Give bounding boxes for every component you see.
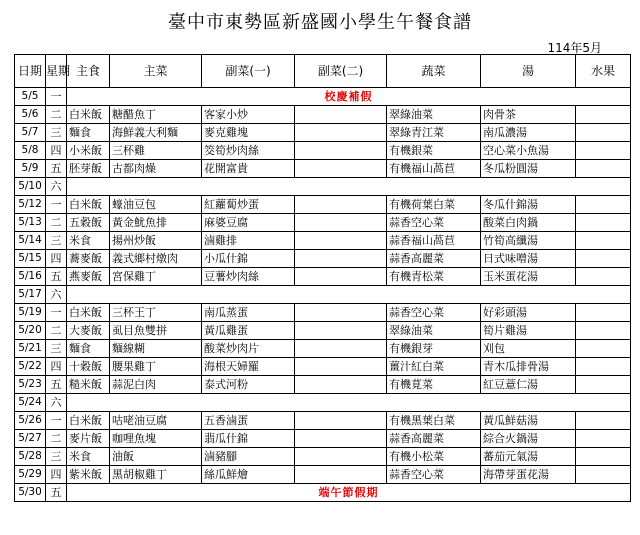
side-dish-2-cell <box>295 376 387 394</box>
weekday-cell: 六 <box>46 394 67 412</box>
side-dish-2-cell <box>295 142 387 160</box>
staple-cell: 麥片飯 <box>67 430 110 448</box>
holiday-banner: 校慶補假 <box>67 88 631 106</box>
table-row <box>15 448 631 466</box>
side-dish-1-cell: 豆薯炒肉絲 <box>202 268 295 286</box>
main-dish-cell: 古都肉燥 <box>110 160 202 178</box>
staple-cell: 蕎麥飯 <box>67 250 110 268</box>
header-vegetable: 蔬菜 <box>387 55 481 88</box>
side-dish-1-cell: 麥克雞塊 <box>202 124 295 142</box>
vegetable-cell: 薑汁紅白菜 <box>387 358 481 376</box>
weekday-cell: 四 <box>46 250 67 268</box>
date-cell: 5/6 <box>15 106 46 124</box>
fruit-cell <box>576 106 631 124</box>
table-row <box>15 484 631 502</box>
weekday-cell: 二 <box>46 106 67 124</box>
weekday-cell: 四 <box>46 466 67 484</box>
vegetable-cell: 翠綠青江菜 <box>387 124 481 142</box>
side-dish-1-cell: 翡瓜什錦 <box>202 430 295 448</box>
vegetable-cell: 蒜香高麗菜 <box>387 430 481 448</box>
side-dish-2-cell <box>295 250 387 268</box>
soup-cell: 玉米蛋花湯 <box>481 268 576 286</box>
side-dish-2-cell <box>295 268 387 286</box>
vegetable-cell: 有機黑葉白菜 <box>387 412 481 430</box>
vegetable-cell: 有機小松菜 <box>387 448 481 466</box>
table-row <box>15 412 631 430</box>
table-row <box>15 286 631 304</box>
vegetable-cell: 蒜香空心菜 <box>387 304 481 322</box>
table-row <box>15 214 631 232</box>
weekday-cell: 三 <box>46 340 67 358</box>
date-cell: 5/13 <box>15 214 46 232</box>
date-cell: 5/10 <box>15 178 46 196</box>
soup-cell: 南瓜濃湯 <box>481 124 576 142</box>
fruit-cell <box>576 232 631 250</box>
staple-cell: 麵食 <box>67 124 110 142</box>
main-dish-cell: 黃金魷魚排 <box>110 214 202 232</box>
fruit-cell <box>576 340 631 358</box>
side-dish-2-cell <box>295 412 387 430</box>
header-side-dish-1: 副菜(一) <box>202 55 295 88</box>
soup-cell: 青木瓜排骨湯 <box>481 358 576 376</box>
soup-cell: 好彩頭湯 <box>481 304 576 322</box>
side-dish-2-cell <box>295 340 387 358</box>
side-dish-1-cell: 滷雞排 <box>202 232 295 250</box>
table-row <box>15 376 631 394</box>
fruit-cell <box>576 376 631 394</box>
date-cell: 5/16 <box>15 268 46 286</box>
weekday-cell: 三 <box>46 124 67 142</box>
date-cell: 5/24 <box>15 394 46 412</box>
side-dish-2-cell <box>295 214 387 232</box>
weekday-cell: 四 <box>46 142 67 160</box>
date-cell: 5/12 <box>15 196 46 214</box>
side-dish-1-cell: 絲瓜鮮燴 <box>202 466 295 484</box>
side-dish-1-cell: 筊筍炒肉絲 <box>202 142 295 160</box>
weekday-cell: 六 <box>46 286 67 304</box>
fruit-cell <box>576 142 631 160</box>
side-dish-1-cell: 南瓜蒸蛋 <box>202 304 295 322</box>
soup-cell: 肉骨茶 <box>481 106 576 124</box>
empty-day-cell <box>67 178 631 196</box>
weekday-cell: 一 <box>46 304 67 322</box>
vegetable-cell: 翠綠油菜 <box>387 106 481 124</box>
staple-cell: 米食 <box>67 232 110 250</box>
side-dish-1-cell: 酸菜炒肉片 <box>202 340 295 358</box>
weekday-cell: 三 <box>46 448 67 466</box>
soup-cell: 冬瓜粉圓湯 <box>481 160 576 178</box>
weekday-cell: 二 <box>46 214 67 232</box>
table-row <box>15 358 631 376</box>
weekday-cell: 四 <box>46 358 67 376</box>
main-dish-cell: 咕咾油豆腐 <box>110 412 202 430</box>
staple-cell: 白米飯 <box>67 412 110 430</box>
date-cell: 5/17 <box>15 286 46 304</box>
side-dish-2-cell <box>295 232 387 250</box>
fruit-cell <box>576 160 631 178</box>
main-dish-cell: 蠔油豆包 <box>110 196 202 214</box>
fruit-cell <box>576 214 631 232</box>
side-dish-2-cell <box>295 466 387 484</box>
header-soup: 湯 <box>481 55 576 88</box>
weekday-cell: 三 <box>46 232 67 250</box>
side-dish-2-cell <box>295 448 387 466</box>
weekday-cell: 五 <box>46 484 67 502</box>
table-row <box>15 466 631 484</box>
date-cell: 5/20 <box>15 322 46 340</box>
fruit-cell <box>576 196 631 214</box>
main-dish-cell: 海鮮義大利麵 <box>110 124 202 142</box>
holiday-banner: 端午節假期 <box>67 484 631 502</box>
date-cell: 5/7 <box>15 124 46 142</box>
date-cell: 5/27 <box>15 430 46 448</box>
date-cell: 5/28 <box>15 448 46 466</box>
main-dish-cell: 黑胡椒雞丁 <box>110 466 202 484</box>
soup-cell: 蕃茄元氣湯 <box>481 448 576 466</box>
weekday-cell: 一 <box>46 196 67 214</box>
main-dish-cell: 糖醋魚丁 <box>110 106 202 124</box>
staple-cell: 麵食 <box>67 340 110 358</box>
fruit-cell <box>576 304 631 322</box>
side-dish-1-cell: 海根天婦羅 <box>202 358 295 376</box>
table-row <box>15 232 631 250</box>
date-cell: 5/23 <box>15 376 46 394</box>
side-dish-1-cell: 客家小炒 <box>202 106 295 124</box>
staple-cell: 白米飯 <box>67 106 110 124</box>
staple-cell: 糙米飯 <box>67 376 110 394</box>
table-row <box>15 340 631 358</box>
weekday-cell: 五 <box>46 268 67 286</box>
side-dish-2-cell <box>295 196 387 214</box>
side-dish-1-cell: 紅蘿蔔炒蛋 <box>202 196 295 214</box>
vegetable-cell: 蒜香福山萵苣 <box>387 232 481 250</box>
table-row <box>15 88 631 106</box>
soup-cell: 海帶芽蛋花湯 <box>481 466 576 484</box>
staple-cell: 胚芽飯 <box>67 160 110 178</box>
side-dish-1-cell: 泰式河粉 <box>202 376 295 394</box>
header-row <box>15 55 631 88</box>
fruit-cell <box>576 250 631 268</box>
staple-cell: 十穀飯 <box>67 358 110 376</box>
table-row <box>15 178 631 196</box>
fruit-cell <box>576 412 631 430</box>
fruit-cell <box>576 466 631 484</box>
vegetable-cell: 蒜香空心菜 <box>387 466 481 484</box>
soup-cell: 空心菜小魚湯 <box>481 142 576 160</box>
date-cell: 5/26 <box>15 412 46 430</box>
vegetable-cell: 有機莧菜 <box>387 376 481 394</box>
weekday-cell: 一 <box>46 88 67 106</box>
vegetable-cell: 有機銀菜 <box>387 142 481 160</box>
empty-day-cell <box>67 394 631 412</box>
staple-cell: 白米飯 <box>67 196 110 214</box>
table-row <box>15 250 631 268</box>
main-dish-cell: 三杯雞 <box>110 142 202 160</box>
date-cell: 5/22 <box>15 358 46 376</box>
weekday-cell: 五 <box>46 376 67 394</box>
side-dish-2-cell <box>295 124 387 142</box>
table-row <box>15 394 631 412</box>
side-dish-1-cell: 麻婆豆腐 <box>202 214 295 232</box>
vegetable-cell: 蒜香高麗菜 <box>387 250 481 268</box>
table-row <box>15 268 631 286</box>
main-dish-cell: 蒜泥白肉 <box>110 376 202 394</box>
staple-cell: 小米飯 <box>67 142 110 160</box>
vegetable-cell: 蒜香空心菜 <box>387 214 481 232</box>
date-cell: 5/8 <box>15 142 46 160</box>
date-cell: 5/29 <box>15 466 46 484</box>
main-dish-cell: 咖哩魚塊 <box>110 430 202 448</box>
main-dish-cell: 虱目魚雙拼 <box>110 322 202 340</box>
soup-cell: 刈包 <box>481 340 576 358</box>
date-cell: 5/14 <box>15 232 46 250</box>
side-dish-2-cell <box>295 358 387 376</box>
document-title: 臺中市東勢區新盛國小學生午餐食譜 <box>168 12 472 33</box>
main-dish-cell: 三杯王丁 <box>110 304 202 322</box>
soup-cell: 紅豆薏仁湯 <box>481 376 576 394</box>
fruit-cell <box>576 322 631 340</box>
date-label: 114年5月 <box>547 41 602 55</box>
header-date: 日期 <box>15 55 46 88</box>
date-cell: 5/30 <box>15 484 46 502</box>
table-row <box>15 106 631 124</box>
table-row <box>15 430 631 448</box>
soup-cell: 日式味噌湯 <box>481 250 576 268</box>
weekday-cell: 一 <box>46 412 67 430</box>
soup-cell: 竹筍高纖湯 <box>481 232 576 250</box>
side-dish-1-cell: 花開富貴 <box>202 160 295 178</box>
staple-cell: 白米飯 <box>67 304 110 322</box>
header-main-dish: 主菜 <box>110 55 202 88</box>
header-side-dish-2: 副菜(二) <box>295 55 387 88</box>
vegetable-cell: 有機荷葉白菜 <box>387 196 481 214</box>
table-row <box>15 196 631 214</box>
side-dish-2-cell <box>295 304 387 322</box>
weekday-cell: 五 <box>46 160 67 178</box>
table-row <box>15 322 631 340</box>
staple-cell: 米食 <box>67 448 110 466</box>
soup-cell: 黃瓜鮮菇湯 <box>481 412 576 430</box>
date-cell: 5/19 <box>15 304 46 322</box>
weekday-cell: 二 <box>46 322 67 340</box>
date-cell: 5/9 <box>15 160 46 178</box>
weekday-cell: 二 <box>46 430 67 448</box>
table-row <box>15 304 631 322</box>
fruit-cell <box>576 430 631 448</box>
header-staple: 主食 <box>67 55 110 88</box>
fruit-cell <box>576 268 631 286</box>
staple-cell: 大麥飯 <box>67 322 110 340</box>
table-row <box>15 160 631 178</box>
side-dish-2-cell <box>295 106 387 124</box>
side-dish-1-cell: 小瓜什錦 <box>202 250 295 268</box>
date-cell: 5/5 <box>15 88 46 106</box>
main-dish-cell: 腰果雞丁 <box>110 358 202 376</box>
table-row <box>15 124 631 142</box>
staple-cell: 燕麥飯 <box>67 268 110 286</box>
vegetable-cell: 有機銀芽 <box>387 340 481 358</box>
main-dish-cell: 宮保雞丁 <box>110 268 202 286</box>
date-cell: 5/15 <box>15 250 46 268</box>
main-dish-cell: 油飯 <box>110 448 202 466</box>
side-dish-1-cell: 五香滷蛋 <box>202 412 295 430</box>
date-cell: 5/21 <box>15 340 46 358</box>
staple-cell: 五穀飯 <box>67 214 110 232</box>
table-row <box>15 142 631 160</box>
side-dish-1-cell: 黃瓜雞蛋 <box>202 322 295 340</box>
staple-cell: 紫米飯 <box>67 466 110 484</box>
header-fruit: 水果 <box>576 55 631 88</box>
main-dish-cell: 揚州炒飯 <box>110 232 202 250</box>
side-dish-2-cell <box>295 430 387 448</box>
main-dish-cell: 麵線糊 <box>110 340 202 358</box>
side-dish-1-cell: 滷豬腳 <box>202 448 295 466</box>
soup-cell: 酸菜白肉鍋 <box>481 214 576 232</box>
weekday-cell: 六 <box>46 178 67 196</box>
lunch-menu-table <box>14 54 631 502</box>
fruit-cell <box>576 124 631 142</box>
fruit-cell <box>576 448 631 466</box>
vegetable-cell: 有機福山萵苣 <box>387 160 481 178</box>
soup-cell: 筍片雞湯 <box>481 322 576 340</box>
vegetable-cell: 翠綠油菜 <box>387 322 481 340</box>
side-dish-2-cell <box>295 322 387 340</box>
main-dish-cell: 義式鄉村燉肉 <box>110 250 202 268</box>
soup-cell: 綜合火鍋湯 <box>481 430 576 448</box>
vegetable-cell: 有機青松菜 <box>387 268 481 286</box>
soup-cell: 冬瓜什錦湯 <box>481 196 576 214</box>
side-dish-2-cell <box>295 160 387 178</box>
empty-day-cell <box>67 286 631 304</box>
header-weekday: 星期 <box>46 55 67 88</box>
fruit-cell <box>576 358 631 376</box>
